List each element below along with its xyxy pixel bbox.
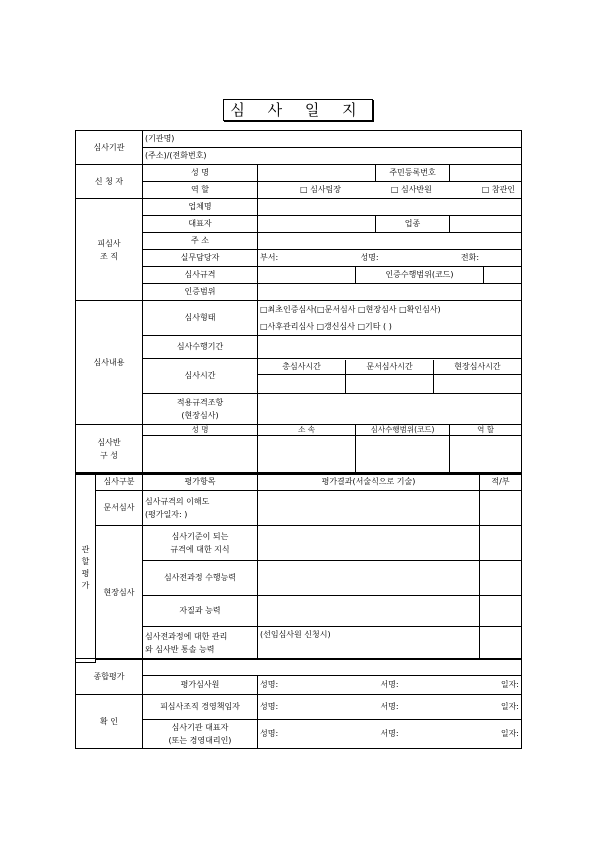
eval-vlabel: 관 할 평 가	[81, 544, 90, 590]
eval-site-result2[interactable]	[258, 561, 480, 596]
confirm-name-1: 성명:	[260, 680, 279, 689]
confirm-label: 확 인	[76, 695, 143, 749]
team-role-field[interactable]	[450, 436, 522, 473]
eval-doc-item-1: 심사규격의 이해도	[145, 497, 210, 506]
team-label	[76, 425, 143, 473]
content-type-line2[interactable]: □사후관리심사 □갱신심사 □기타 ( )	[258, 318, 522, 336]
time-site-field[interactable]	[433, 374, 521, 393]
applicant-role-label: 역 할	[143, 182, 258, 199]
confirm-role-1: 평가심사원	[143, 676, 258, 695]
org-dept-label: 부서:	[260, 253, 279, 262]
applicant-name-field[interactable]	[258, 165, 376, 182]
confirm-name-3: 성명:	[260, 729, 279, 738]
org-ceo-label: 대표자	[143, 216, 258, 233]
team-scope-field[interactable]	[356, 436, 450, 473]
role-option-member[interactable]: □ 심사반원	[390, 185, 432, 194]
eval-site-item4-a: 심사전과정에 대한 관리	[145, 632, 228, 641]
eval-site-result3[interactable]	[258, 596, 480, 627]
confirm-name-2: 성명:	[260, 702, 279, 711]
org-address-field[interactable]	[258, 233, 522, 250]
org-company-field[interactable]	[258, 199, 522, 216]
eval-site-item2: 심사전과정 수행능력	[143, 561, 258, 596]
role-option-observer[interactable]: □ 참관인	[481, 185, 516, 194]
org-address-label: 주 소	[143, 233, 258, 250]
clause-label-2: (현장심사)	[181, 411, 219, 420]
confirm-seal-3: 서명:	[380, 729, 399, 738]
confirm-sign-1[interactable]	[258, 676, 522, 695]
eval-doc-label: 문서심사	[96, 491, 143, 526]
team-label-1: 심사반	[97, 437, 121, 447]
confirm-sign-3[interactable]	[258, 720, 522, 749]
eval-site-item1	[143, 526, 258, 561]
team-name-field[interactable]	[143, 436, 258, 473]
content-time-label: 심사시간	[143, 359, 258, 394]
document-title: 심 사 일 지	[223, 99, 373, 121]
applicant-name-label: 성 명	[143, 165, 258, 182]
content-period-field[interactable]	[258, 336, 522, 359]
eval-doc-item	[143, 491, 258, 526]
eval-item-header: 평가항목	[143, 474, 258, 491]
confirm-date-3: 일자:	[500, 729, 519, 738]
content-type-line1[interactable]: □최초인증심사(□문서심사 □현장심사 □확인심사)	[258, 301, 522, 319]
inst-label: 심사기관	[76, 131, 143, 165]
eval-site-item1-a: 심사기준이 되는	[171, 532, 229, 541]
overall-label: 종합평가	[76, 659, 143, 695]
confirmation-table	[75, 658, 522, 749]
eval-result-header: 평가결과(서술식으로 기술)	[258, 474, 480, 491]
eval-site-ok3[interactable]	[480, 596, 522, 627]
team-dept-field[interactable]	[258, 436, 356, 473]
confirm-role-3-a: 심사기관 대표자	[171, 723, 229, 732]
confirm-role-3-b: (또는 경영대리인)	[168, 736, 232, 745]
org-label	[76, 199, 143, 301]
eval-site-ok2[interactable]	[480, 561, 522, 596]
org-cert-scope-field[interactable]	[258, 284, 522, 301]
clause-label-1: 적용규격조항	[176, 398, 224, 407]
confirm-date-1: 일자:	[500, 680, 519, 689]
eval-vertical-label	[76, 474, 96, 663]
eval-site-result1[interactable]	[258, 526, 480, 561]
evaluation-table	[75, 473, 522, 663]
eval-site-ok4[interactable]	[480, 627, 522, 660]
content-label: 심사내용	[76, 301, 143, 425]
eval-site-result4[interactable]: (선임심사원 신청시)	[258, 627, 480, 660]
content-period-label: 심사수행기간	[143, 336, 258, 359]
confirm-role-2: 피심사조직 경영책임자	[143, 695, 258, 720]
eval-site-label: 현장심사	[96, 526, 143, 660]
org-cert-scope-label: 인증범위	[143, 284, 258, 301]
applicant-role-options	[258, 182, 522, 199]
applicant-reg-label: 주민등록번호	[376, 165, 450, 182]
org-cert-code-field[interactable]	[484, 267, 522, 284]
org-industry-field[interactable]	[450, 216, 522, 233]
org-company-label: 업체명	[143, 199, 258, 216]
eval-site-item1-b: 규격에 대한 지식	[170, 545, 230, 554]
time-doc-header: 문서심사시간	[346, 360, 434, 375]
eval-doc-ok[interactable]	[480, 491, 522, 526]
confirm-seal-1: 서명:	[380, 680, 399, 689]
org-mname-label: 성명:	[360, 253, 379, 262]
inst-address[interactable]: (주소)/(전화번호)	[143, 148, 522, 165]
inst-name[interactable]: (기관명)	[143, 131, 522, 148]
eval-site-item4-b: 와 심사반 통솔 능력	[145, 645, 215, 654]
org-manager-field[interactable]	[258, 250, 522, 267]
team-label-2: 구 성	[100, 450, 118, 460]
audit-log-form	[75, 130, 522, 475]
team-dept-header: 소 속	[258, 425, 356, 436]
confirm-seal-2: 서명:	[380, 702, 399, 711]
team-role-header: 역 할	[450, 425, 522, 436]
content-clause-label	[143, 394, 258, 425]
confirm-role-3	[143, 720, 258, 749]
confirm-sign-2[interactable]	[258, 695, 522, 720]
eval-doc-item-2: (평가일자: )	[145, 510, 188, 519]
eval-kind-header: 심사구분	[96, 474, 143, 491]
time-site-header: 현장심사시간	[433, 360, 521, 375]
time-total-header: 총심사시간	[258, 360, 346, 375]
org-label-1: 피심사	[97, 238, 121, 248]
org-ceo-field[interactable]	[258, 216, 376, 233]
team-scope-header: 심사수행범위(코드)	[356, 425, 450, 436]
eval-site-item3: 자질과 능력	[143, 596, 258, 627]
content-type-label: 심사형태	[143, 301, 258, 336]
org-std-field[interactable]	[258, 267, 356, 284]
time-doc-field[interactable]	[346, 374, 434, 393]
time-total-field[interactable]	[258, 374, 346, 393]
overall-field[interactable]	[143, 659, 522, 676]
org-industry-label: 업종	[376, 216, 450, 233]
eval-ok-header: 적/부	[480, 474, 522, 491]
content-time-grid	[258, 359, 522, 394]
applicant-reg-field[interactable]	[450, 165, 522, 182]
org-manager-label: 실무담당자	[143, 250, 258, 267]
applicant-label: 신 청 자	[76, 165, 143, 199]
confirm-date-2: 일자:	[500, 702, 519, 711]
eval-site-ok1[interactable]	[480, 526, 522, 561]
org-std-label: 심사규격	[143, 267, 258, 284]
team-name-header: 성 명	[143, 425, 258, 436]
content-clause-field[interactable]	[258, 394, 522, 425]
role-option-leader[interactable]: □ 심사팀장	[300, 185, 342, 194]
org-cert-code-label: 인증수행범위(코드)	[356, 267, 484, 284]
eval-doc-result[interactable]	[258, 491, 480, 526]
org-phone-label: 전화:	[460, 253, 480, 262]
org-label-2: 조 직	[100, 251, 118, 261]
eval-site-item4	[143, 627, 258, 660]
